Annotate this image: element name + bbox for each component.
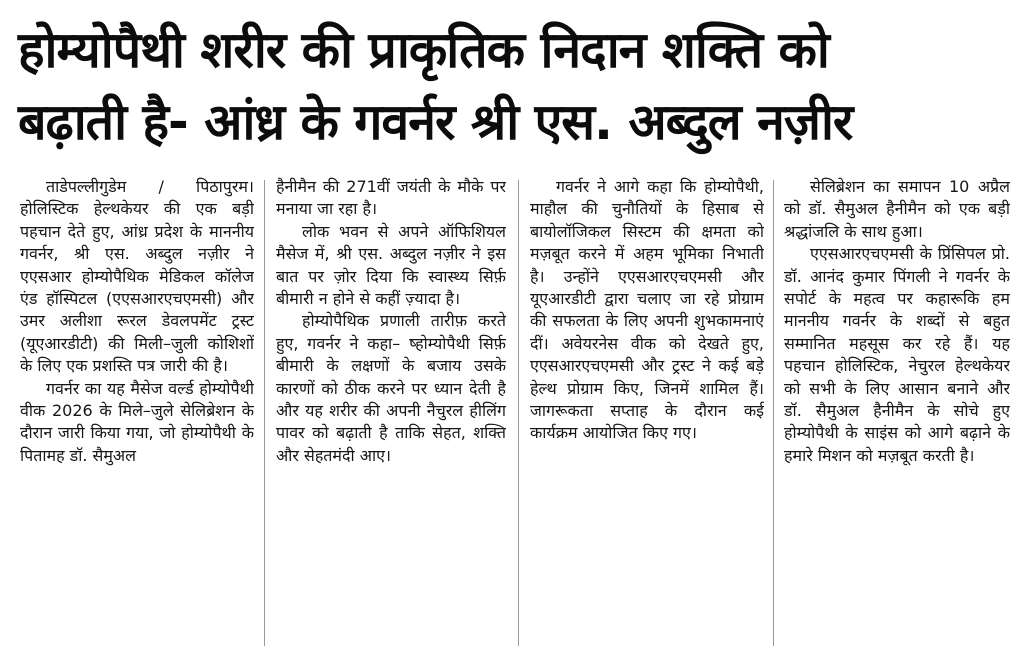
article-body [0,176,1024,656]
paragraph: होम्योपैथिक प्रणाली तारीफ़ करते हुए, गवर्नर ने कहा– ष्होम्योपैथी सिर्फ़ बीमारी के लक्षणों के बजाय उसके कारणों को ठीक करने पर ध्यान देती है और यह शरीर की अपनी नैचुरल हीलिंग पावर को बढ़ाती है ताकि सेहत, शक्ति और सेहतमंदी आए। [276,311,506,465]
headline-line-2: बढ़ाती है- आंध्र के गवर्नर श्री एस. अब्दुल नज़ीर [18,93,853,151]
headline-line-1: होम्योपैथी शरीर की प्राकृतिक निदान शक्ति को [18,21,829,79]
paragraph: हैनीमैन की 271वीं जयंती के मौके पर मनाया जा रहा है। [276,177,506,219]
column-1 [20,176,254,652]
paragraph: एएसआरएचएमसी के प्रिंसिपल प्रो. डॉ. आनंद कुमार पिंगली ने गवर्नर के सपोर्ट के महत्व पर कहारूकि हम माननीय गवर्नर के शब्दों से बहुत सम्मानित महसूस कर रहे हैं। यह पहचान होलिस्टिक, नेचुरल हेल्थकेयर को सभी के लिए आसान बनाने और डॉ. सैमुअल हैनीमैन के सोचे हुए होम्योपैथी के साइंस को आगे बढ़ाने के हमारे मिशन को मज़बूत करती है। [784,244,1010,465]
paragraph: गवर्नर का यह मैसेज वर्ल्ड होम्योपैथी वीक 2026 के मिले–जुले सेलिब्रेशन के दौरान जारी किया गया, जो होम्योपैथी के पितामह डॉ. सैमुअल [20,378,254,465]
column-2 [276,176,506,652]
paragraph: सेलिब्रेशन का समापन 10 अप्रैल को डॉ. सैमुअल हैनीमैन को एक बड़ी श्रद्धांजलि के साथ हुआ। [784,177,1010,241]
column-4 [784,176,1010,652]
column-3 [530,176,764,652]
paragraph: ताडेपल्लीगुडेम / पिठापुरम। होलिस्टिक हेल्थकेयर की एक बड़ी पहचान देते हुए, आंध्र प्रदेश के माननीय गवर्नर, श्री एस. अब्दुल नज़ीर ने एएसआर होम्योपैथिक मेडिकल कॉलेज एंड हॉस्पिटल (एएसआरएचएमसी) और उमर अलीशा रूरल डेवलपमेंट ट्रस्ट (यूएआरडीटी) की मिली–जुली कोशिशों के लिए एक प्रशस्ति पत्र जारी की है। [20,177,254,376]
paragraph: लोक भवन से अपने ऑफिशियल मैसेज में, श्री एस. अब्दुल नज़ीर ने इस बात पर ज़ोर दिया कि स्वास्थ्य सिर्फ़ बीमारी न होने से कहीं ज़्यादा है। [276,221,506,309]
headline [18,14,1008,158]
paragraph: गवर्नर ने आगे कहा कि होम्योपैथी, माहौल की चुनौतियों के हिसाब से बायोलॉजिकल सिस्टम की क्षमता को मज़बूत करने में अहम भूमिका निभाती है। उन्होंने एएसआरएचएमसी और यूएआरडीटी द्वारा चलाए जा रहे प्रोग्राम की सफलता के लिए अपनी शुभकामनाएं दीं। अवेयरनेस वीक को देखते हुए, एएसआरएचएमसी और ट्रस्ट ने कई बड़े हेल्थ प्रोग्राम किए, जिनमें शामिल हैं। जागरूकता सप्ताह के दौरान कई कार्यक्रम आयोजित किए गए। [530,177,764,443]
